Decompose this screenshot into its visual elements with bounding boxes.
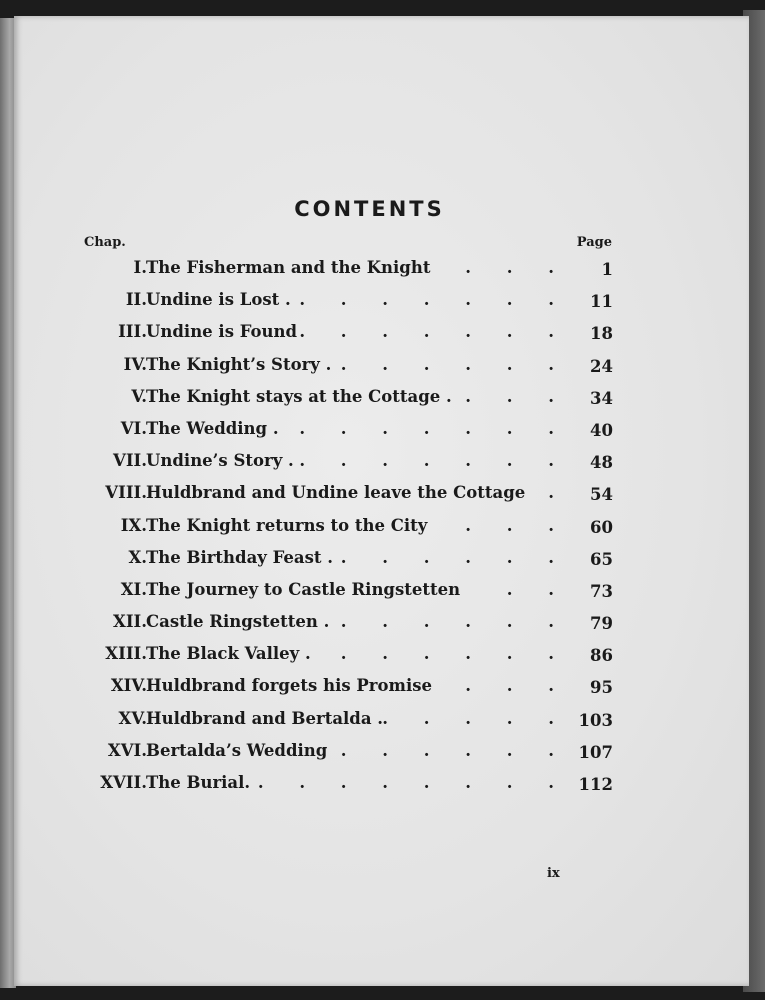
toc-list [14,254,749,801]
toc-entry [14,447,749,479]
chapter-numeral: VII. [113,451,147,471]
chapter-numeral: II. [125,290,147,310]
chapter-title: Huldbrand forgets his Promise [146,676,432,696]
chapter-title: Undine is Found [146,322,298,342]
page-number: 11 [590,292,613,312]
page-number: 86 [590,646,613,666]
dot-leader: . . . . . . . [299,418,569,438]
chapter-title: The Black Valley . [146,644,311,664]
toc-entry [14,383,749,415]
chapter-title: Castle Ringstetten . [146,612,330,632]
chapter-numeral: VIII. [105,483,147,503]
chapter-numeral: XIV. [110,676,147,696]
page-title: CONTENTS [294,197,445,221]
chapter-numeral: I. [133,258,147,277]
book-page [14,16,749,986]
toc-entry [14,415,749,447]
chapter-numeral: XV. [118,708,147,728]
toc-entry [14,254,749,286]
dot-leader: . . . [465,676,569,696]
toc-entry [14,479,749,511]
dot-leader: . . . . . . [340,354,569,374]
chapter-title: The Birthday Feast . [146,547,334,567]
chapter-title: The Burial. [146,773,251,792]
chapter-numeral: V. [131,386,147,406]
toc-entry [14,286,749,318]
page-number: 112 [578,775,613,794]
page-number: 95 [590,678,613,698]
toc-entry [14,576,749,608]
chapter-title: The Wedding . [146,418,279,438]
chapter-numeral: X. [128,547,147,567]
toc-entry [14,640,749,672]
toc-entry [14,672,749,704]
chapter-title: Huldbrand and Bertalda . [146,708,383,728]
chapter-numeral: XVII. [100,773,147,792]
chapter-title: The Fisherman and the Knight [146,258,431,277]
dot-leader: . . . . . . . [299,451,569,471]
chapter-numeral: XVI. [107,740,147,760]
toc-entry [14,769,749,801]
chapter-numeral: XIII. [105,644,147,664]
chapter-title: Undine is Lost . [146,290,291,310]
chapter-title: Huldbrand and Undine leave the Cottage [146,483,526,503]
chapter-numeral: XII. [113,612,147,632]
dot-leader: . . . . . . . [299,290,569,310]
chapter-numeral: IX. [120,515,147,535]
page-number: 73 [590,581,613,601]
dot-leader: . . . . . . . [299,322,569,342]
chapter-title: Bertalda’s Wedding [146,740,328,760]
toc-entry [14,544,749,576]
chapter-title: The Knight returns to the City [146,515,428,535]
page-column-heading: Page [576,235,612,250]
dot-leader: . . . . . . [340,644,569,664]
dot-leader: . . . . . . [340,547,569,567]
page-number: 40 [590,420,613,440]
toc-entry [14,705,749,737]
dot-leader: . . . . . [382,708,569,728]
toc-entry [14,351,749,383]
page-number: 79 [590,614,613,634]
page-number: 103 [578,710,613,730]
page-number: 65 [590,549,613,569]
chapter-numeral: IV. [123,354,147,374]
toc-entry [14,608,749,640]
dot-leader: . . . [465,258,569,277]
page-number: 34 [590,388,613,408]
page-number: 24 [590,356,613,376]
page-number: 54 [590,485,613,505]
page-number: 48 [590,453,613,473]
page-number: 18 [590,324,613,344]
chapter-title: Undine’s Story . [146,451,294,471]
toc-entry [14,737,749,769]
dot-leader: . . . . . . . . [257,773,569,792]
folio-page-number: ix [547,866,560,881]
dot-leader: . [548,483,569,503]
chapter-numeral: III. [118,322,147,342]
chapter-title: The Knight’s Story . [146,354,332,374]
chap-column-heading: Chap. [84,235,126,250]
toc-entry [14,318,749,350]
chapter-title: The Knight stays at the Cottage . [146,386,452,406]
page-number: 60 [590,517,613,537]
dot-leader: . . . . . . [340,612,569,632]
chapter-numeral: XI. [120,579,147,599]
dot-leader: . . . [465,386,569,406]
chapter-numeral: VI. [120,418,147,438]
page-number: 107 [578,742,613,762]
chapter-title: The Journey to Castle Ringstetten [146,579,461,599]
dot-leader: . . [506,579,569,599]
page-number: 1 [601,260,613,279]
dot-leader: . . . . . . [340,740,569,760]
toc-entry [14,512,749,544]
dot-leader: . . . [465,515,569,535]
